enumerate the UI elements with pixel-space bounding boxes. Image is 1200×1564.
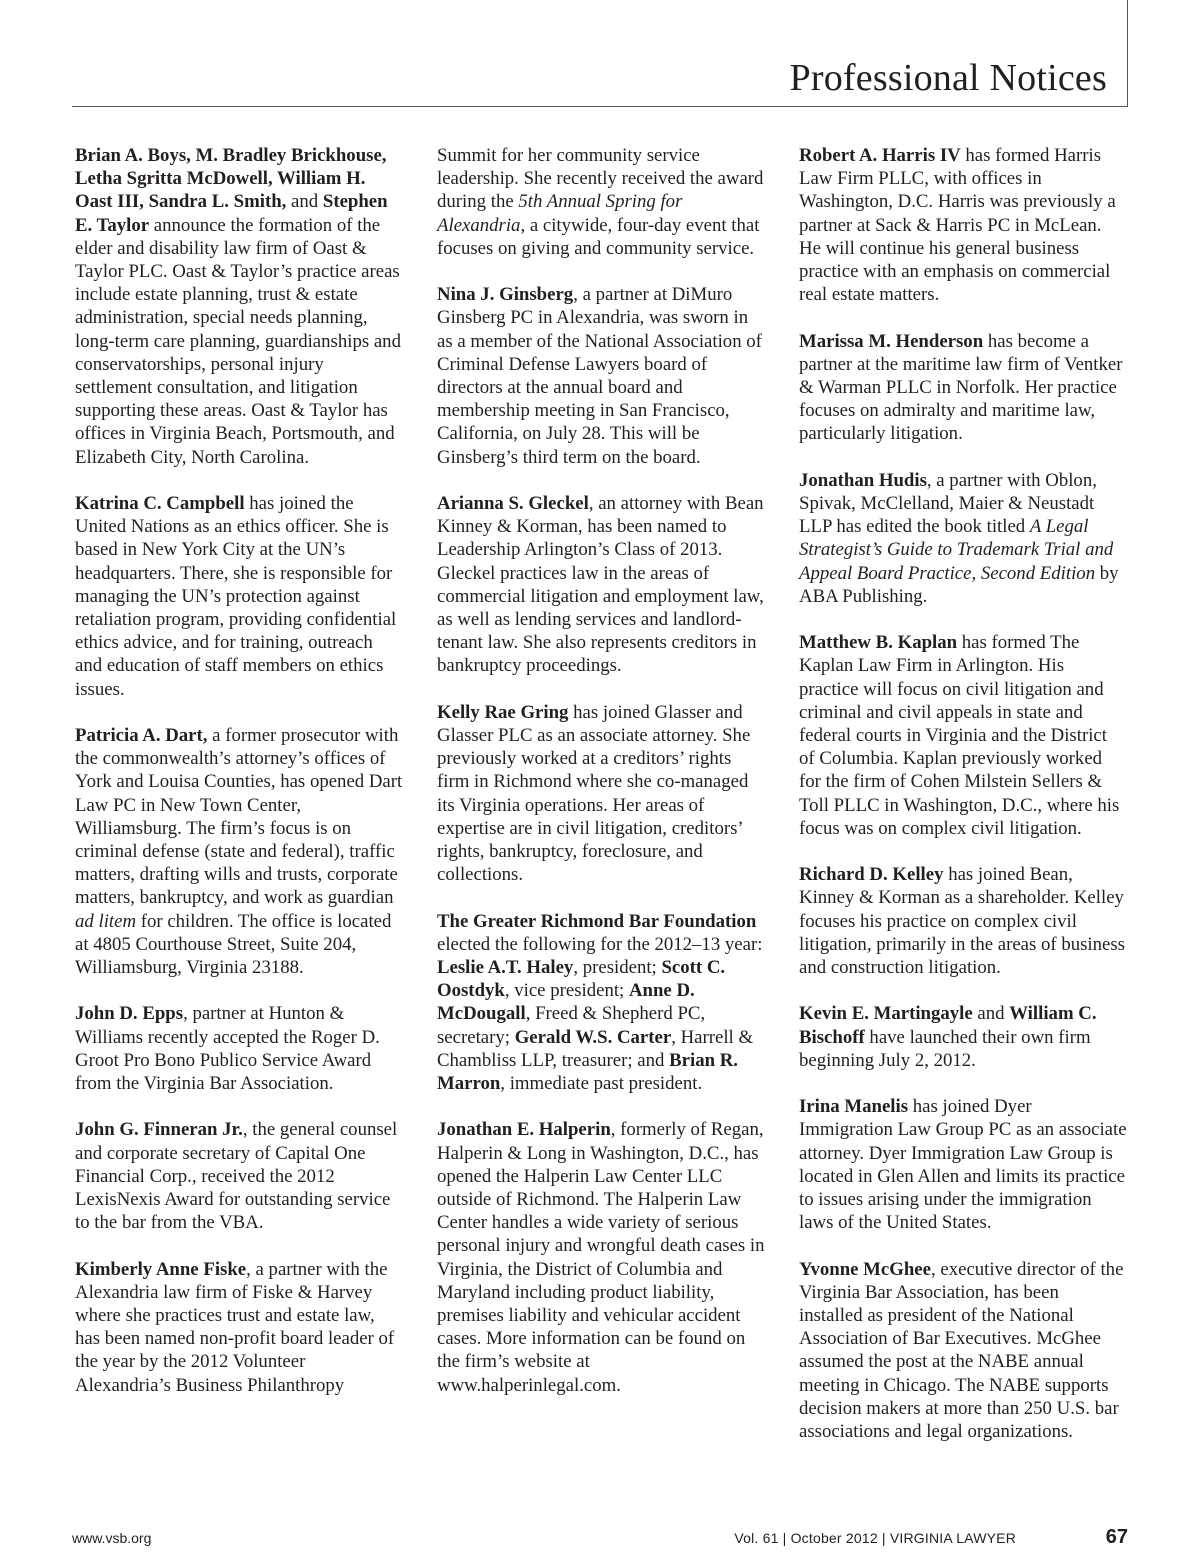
- notice-name: Scott C. Oostdyk: [437, 957, 726, 1002]
- notices-column-3: [799, 144, 1127, 1466]
- notice-italic-text: 5th Annual Spring for Alexandria: [437, 191, 683, 236]
- notice-name: Richard D. Kelley: [799, 864, 944, 886]
- notice-name: Arianna S. Gleckel: [437, 493, 589, 515]
- notice-paragraph: [437, 910, 765, 1096]
- notice-text: for children. The office is located at 4805 Courthouse Street, Suite 204, Williamsburg, Virginia 23188.: [75, 910, 392, 979]
- notice-text: , a partner with the Alexandria law firm of Fiske & Harvey where she practices trust and estate law, has been named non-profit board leader of the year by the 2012 Volunteer Alexandria’s Business Philanthropy: [75, 1258, 395, 1396]
- notice-text: , Freed & Shepherd PC, secretary;: [437, 1003, 706, 1048]
- notice-name: Matthew B. Kaplan: [799, 632, 958, 654]
- notice-paragraph: [799, 863, 1127, 979]
- notice-name: Leslie A.T. Haley: [437, 957, 574, 979]
- notice-text: elected the following for the 2012–13 year:: [437, 933, 763, 955]
- notice-paragraph: [437, 492, 765, 678]
- page-number: 67: [1105, 1526, 1128, 1548]
- notice-text: have launched their own firm beginning July 2, 2012.: [799, 1026, 1091, 1071]
- notice-name: Nina J. Ginsberg: [437, 284, 574, 306]
- notice-text: has joined Bean, Kinney & Korman as a shareholder. Kelley focuses his practice on complex civil litigation, primarily in the areas of business and construction litigation.: [799, 864, 1125, 979]
- notice-paragraph: [799, 1095, 1127, 1234]
- section-title: Professional Notices: [789, 57, 1107, 99]
- page-footer: [72, 1526, 1128, 1554]
- notices-column-1: [75, 144, 403, 1420]
- notice-text: , immediate past president.: [500, 1073, 703, 1095]
- notice-name: Gerald W.S. Carter: [514, 1026, 672, 1048]
- notice-paragraph: [75, 492, 403, 701]
- notice-text: , a partner with Oblon, Spivak, McClelland, Maier & Neustadt LLP has edited the book titled: [799, 469, 1097, 538]
- notice-name: Marissa M. Henderson: [799, 330, 984, 352]
- notice-text: and: [972, 1003, 1010, 1025]
- header-vertical-rule: [1127, 0, 1128, 107]
- notice-text: has joined Glasser and Glasser PLC as an associate attorney. She previously worked at a creditors’ rights firm in Richmond where she co-managed its Virginia operations. Her areas of expertise are in civil litigation, creditors’ rights, bankruptcy, foreclosure, and collections.: [437, 701, 751, 886]
- notice-name: Jonathan E. Halperin: [437, 1119, 611, 1141]
- notice-text: by ABA Publishing.: [799, 562, 1119, 607]
- notice-paragraph: [437, 283, 765, 469]
- notice-text: Summit for her community service leadership. She recently received the award during the: [437, 145, 764, 213]
- notice-name: William C. Bischoff: [799, 1003, 1097, 1048]
- notice-name: Katrina C. Campbell: [75, 493, 245, 515]
- notice-paragraph: [75, 1002, 403, 1095]
- notice-name: John G. Finneran Jr.: [75, 1119, 243, 1141]
- notice-paragraph: [799, 1258, 1127, 1444]
- notice-text: , Harrell & Chambliss LLP, treasurer; and: [437, 1026, 754, 1071]
- notice-text: , president;: [573, 957, 662, 979]
- notice-name: The Greater Richmond Bar Foundation: [437, 910, 757, 932]
- notice-text: announce the formation of the elder and disability law firm of Oast & Taylor PLC. Oast & Taylor’s practice areas include estate planning, trust & estate administration, special needs planning, long-term care planning, guardianships and conservatorships, personal injury settlement consultation, and litigation supporting these areas. Oast & Taylor has offices in Virginia Beach, Portsmouth, and Elizabeth City, North Carolina.: [75, 214, 401, 468]
- notice-paragraph: [799, 631, 1127, 840]
- notice-name: Brian R. Marron: [437, 1049, 738, 1095]
- notice-paragraph: [437, 701, 765, 887]
- notice-text: has become a partner at the maritime law firm of Ventker & Warman PLLC in Norfolk. Her practice focuses on admiralty and maritime law, particularly litigation.: [799, 330, 1123, 445]
- notice-paragraph: [799, 330, 1127, 446]
- notice-paragraph: [799, 469, 1127, 608]
- notice-name: Kevin E. Martingayle: [799, 1003, 973, 1025]
- notice-italic-text: A Legal Strategist’s Guide to Trademark Trial and Appeal Board Practice, Second Edition: [799, 516, 1114, 584]
- notice-text: , the general counsel and corporate secretary of Capital One Financial Corp., received the 2012 LexisNexis Award for outstanding service to the bar from the VBA.: [75, 1119, 398, 1234]
- notice-text: has formed The Kaplan Law Firm in Arlington. His practice will focus on civil litigation and criminal and civil appeals in state and federal courts in Virginia and the District of Columbia. Kaplan previously worked for the firm of Cohen Milstein Sellers & Toll PLLC in Washington, D.C., where his focus was on complex civil litigation.: [799, 632, 1120, 839]
- notice-name: Patricia A. Dart,: [75, 725, 208, 747]
- notice-text: , vice president;: [504, 980, 629, 1002]
- notice-name: Brian A. Boys, M. Bradley Brickhouse, Letha Sgritta McDowell, William H. Oast III, Sandra L. Smith,: [75, 145, 387, 213]
- notice-name: Jonathan Hudis: [799, 469, 927, 491]
- notice-text: , executive director of the Virginia Bar Association, has been installed as president of the National Association of Bar Executives. McGhee assumed the post at the NABE annual meeting in Chicago. The NABE supports decision makers at more than 250 U.S. bar associations and legal organizations.: [799, 1258, 1124, 1443]
- notice-name: Anne D. McDougall: [437, 980, 695, 1025]
- notice-name: Yvonne McGhee: [799, 1258, 931, 1280]
- notice-text: a former prosecutor with the commonwealth’s attorney’s offices of York and Louisa Counties, has opened Dart Law PC in New Town Center, Williamsburg. The firm’s focus is on criminal defense (state and federal), traffic matters, drafting wills and trusts, corporate matters, bankruptcy, and work as guardian: [75, 725, 403, 909]
- notice-text: , an attorney with Bean Kinney & Korman, has been named to Leadership Arlington’s Class of 2013. Gleckel practices law in the areas of commercial litigation and employment law, as well as lending services and landlord-tenant law. She also represents creditors in bankruptcy proceedings.: [437, 493, 764, 677]
- notice-paragraph: [75, 724, 403, 979]
- notice-text: , a citywide, four-day event that focuses on giving and community service.: [437, 214, 760, 259]
- notice-name: Robert A. Harris IV: [799, 145, 961, 166]
- notice-text: has formed Harris Law Firm PLLC, with offices in Washington, D.C. Harris was previously a partner at Sack & Harris PC in McLean. He will continue his general business practice with an emphasis on commercial real estate matters.: [799, 145, 1116, 306]
- notice-text: , partner at Hunton & Williams recently accepted the Roger D. Groot Pro Bono Publico Service Award from the Virginia Bar Association.: [75, 1003, 380, 1095]
- notice-name: Kimberly Anne Fiske: [75, 1258, 247, 1280]
- notice-paragraph: [75, 144, 403, 469]
- notice-paragraph: [799, 144, 1127, 306]
- notice-name: Stephen E. Taylor: [75, 191, 388, 236]
- notice-text: , formerly of Regan, Halperin & Long in Washington, D.C., has opened the Halperin Law Center LLC outside of Richmond. The Halperin Law Center handles a wide variety of serious personal injury and wrongful death cases in Virginia, the District of Columbia and Maryland including product liability, premises liability and vehicular accident cases. More information can be found on the firm’s website at www.halperinlegal.com.: [437, 1119, 765, 1396]
- notice-name: John D. Epps: [75, 1003, 184, 1025]
- notice-paragraph: [799, 1002, 1127, 1072]
- notice-name: Kelly Rae Gring: [437, 701, 569, 723]
- notice-text: has joined Dyer Immigration Law Group PC as an associate attorney. Dyer Immigration Law Group is located in Glen Allen and limits its practice to issues arising under the immigration laws of the United States.: [799, 1096, 1127, 1234]
- footer-url: www.vsb.org: [72, 1530, 152, 1546]
- notice-text: and: [286, 191, 323, 213]
- notice-name: Irina Manelis: [799, 1096, 909, 1118]
- notice-paragraph: [75, 1258, 403, 1397]
- header-horizontal-rule: [72, 106, 1128, 107]
- notices-column-2: [437, 144, 765, 1420]
- notice-paragraph: [75, 1118, 403, 1234]
- notice-paragraph: [437, 1118, 765, 1396]
- notice-italic-text: ad litem: [75, 910, 137, 932]
- notice-text: , a partner at DiMuro Ginsberg PC in Alexandria, was sworn in as a member of the National Association of Criminal Defense Lawyers board of directors at the annual board and membership meeting in San Francisco, California, on July 28. This will be Ginsberg’s third term on the board.: [437, 284, 762, 468]
- notice-text: has joined the United Nations as an ethics officer. She is based in New York City at the UN’s headquarters. There, she is responsible for managing the UN’s protection against retaliation program, providing confidential ethics advice, and for training, outreach and education of staff members on ethics issues.: [75, 493, 397, 700]
- footer-issue: Vol. 61 | October 2012 | VIRGINIA LAWYER: [734, 1530, 1016, 1546]
- notice-paragraph: [437, 144, 765, 260]
